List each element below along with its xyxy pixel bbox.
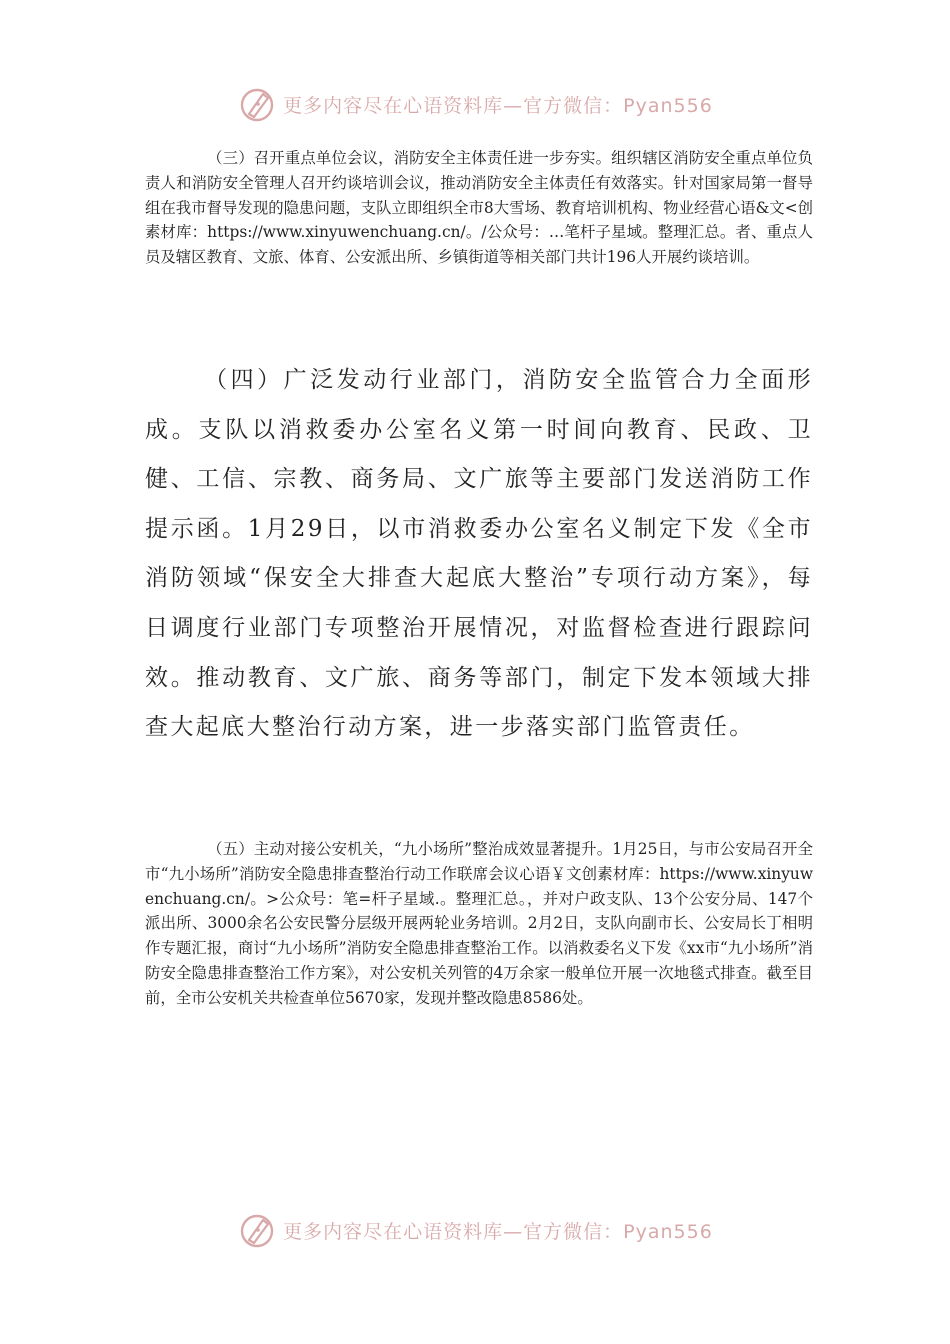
paragraph-3-text: （三）召开重点单位会议，消防安全主体责任进一步夯实。组织辖区消防安全重点单位负责人和消防安全管理人召开约谈培训会议，推动消防安全主体责任有效落实。针对国家局第一督导组在我市督导发现的隐患问题，支队立即组织全市8大雪场、教育培训机构、物业经营心语&文<创素材库：https://www.xinyuwenchuang.cn/。/公众号：…笔杆子星域。整理汇总。者、重点人员及辖区教育、文旅、体育、公安派出所、乡镇街道等相关部门共计196人开展约谈培训。 (145, 149, 813, 267)
paragraph-5 (145, 837, 813, 1011)
paragraph-3 (145, 146, 813, 270)
watermark-banner-bottom (0, 1208, 950, 1252)
paragraph-4 (145, 356, 813, 753)
pen-nib-circle-icon (237, 84, 277, 124)
pen-nib-circle-icon (237, 1210, 277, 1250)
watermark-banner-top (0, 82, 950, 126)
watermark-text: 更多内容尽在心语资料库—官方微信：Pyan556 (283, 1220, 713, 1243)
watermark-text: 更多内容尽在心语资料库—官方微信：Pyan556 (283, 94, 713, 117)
paragraph-4-text: （四）广泛发动行业部门，消防安全监管合力全面形成。支队以消救委办公室名义第一时间向教育、民政、卫健、工信、宗教、商务局、文广旅等主要部门发送消防工作提示函。1月29日，以市消救委办公室名义制定下发《全市消防领域“保安全大排查大起底大整治”专项行动方案》，每日调度行业部门专项整治开展情况，对监督检查进行跟踪问效。推动教育、文广旅、商务等部门，制定下发本领域大排查大起底大整治行动方案，进一步落实部门监管责任。 (145, 367, 813, 741)
paragraph-5-text: （五）主动对接公安机关，“九小场所”整治成效显著提升。1月25日，与市公安局召开全市“九小场所”消防安全隐患排查整治行动工作联席会议心语￥文创素材库：https://www.xinyuwenchuang.cn/。>公众号：笔=杆子星域.。整理汇总。，并对户政支队、13个公安分局、147个派出所、3000余名公安民警分层级开展两轮业务培训。2月2日，支队向副市长、公安局长丁相明作专题汇报，商讨“九小场所”消防安全隐患排查整治工作。以消救委名义下发《xx市“九小场所”消防安全隐患排查整治工作方案》，对公安机关列管的4万余家一般单位开展一次地毯式排查。截至目前，全市公安机关共检查单位5670家，发现并整改隐患8586处。 (145, 840, 813, 1007)
